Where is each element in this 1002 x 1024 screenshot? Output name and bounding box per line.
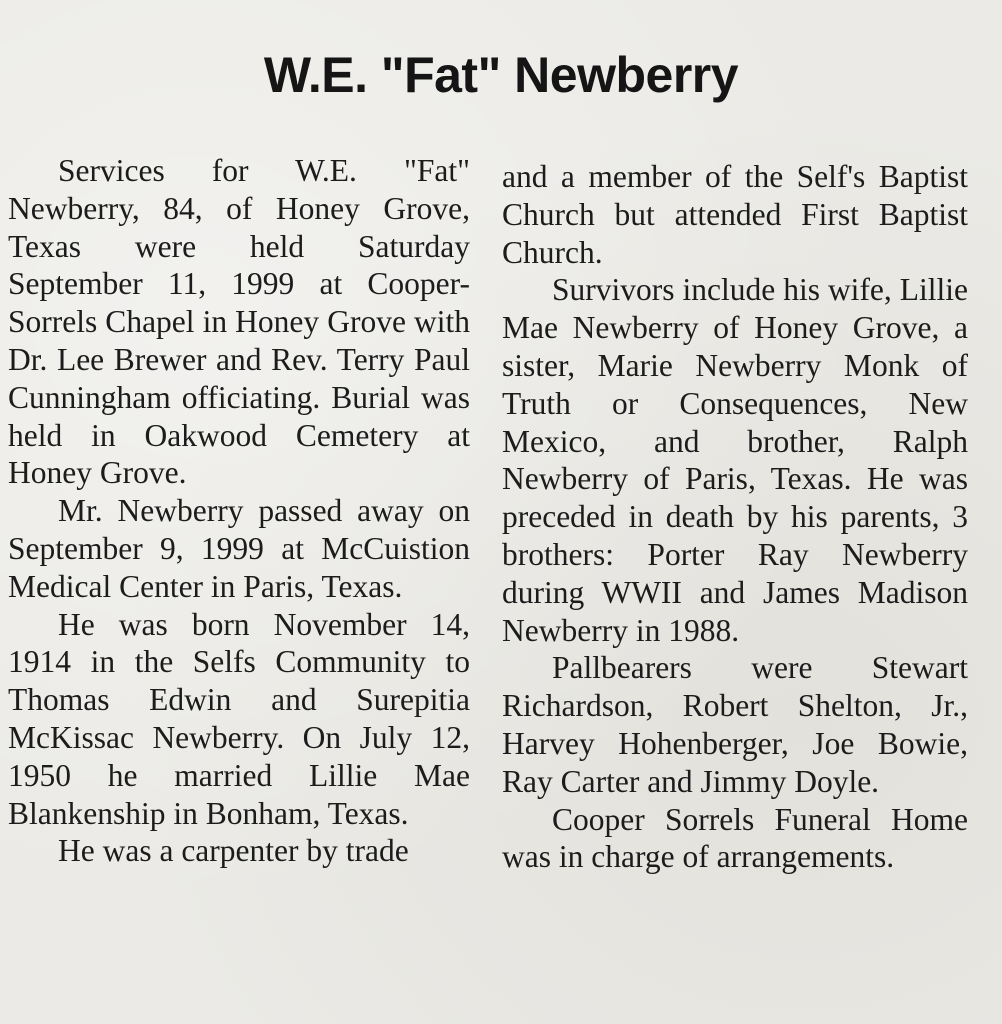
paragraph-services: Services for W.E. "Fat" Newberry, 84, of Honey Grove, Texas were held Saturday September 11, 1999 at Cooper-Sorrels Chapel in Honey Grove with Dr. Lee Brewer and Rev. Terry Paul Cunningham officiating. Burial was held in Oakwood Cemetery at Honey Grove. xyxy=(8,153,470,491)
obituary-headline: W.E. "Fat" Newberry xyxy=(263,47,739,103)
left-column xyxy=(8,152,470,870)
right-column xyxy=(502,158,968,876)
paragraph-funeral-home: Cooper Sorrels Funeral Home was in charge of arrangements. xyxy=(502,801,968,875)
paragraph-occupation-continued: and a member of the Self's Baptist Church but attended First Baptist Church. xyxy=(502,159,968,270)
paragraph-birth-marriage: He was born November 14, 1914 in the Selfs Community to Thomas Edwin and Surepitia McKissac Newberry. On July 12, 1950 he married Lillie Mae Blankenship in Bonham, Texas. xyxy=(8,606,470,831)
paragraph-survivors: Survivors include his wife, Lillie Mae Newberry of Honey Grove, a sister, Marie Newberry Monk of Truth or Consequences, New Mexico, and brother, Ralph Newberry of Paris, Texas. He was preceded in death by his parents, 3 brothers: Porter Ray Newberry during WWII and James Madison Newberry in 1988. xyxy=(502,272,968,648)
paragraph-occupation-start: He was a carpenter by trade xyxy=(58,833,409,869)
paragraph-pallbearers: Pallbearers were Stewart Richardson, Robert Shelton, Jr., Harvey Hohenberger, Joe Bowie, Ray Carter and Jimmy Doyle. xyxy=(502,650,968,799)
paragraph-passing: Mr. Newberry passed away on September 9, 1999 at McCuistion Medical Center in Paris, Texas. xyxy=(8,493,470,604)
